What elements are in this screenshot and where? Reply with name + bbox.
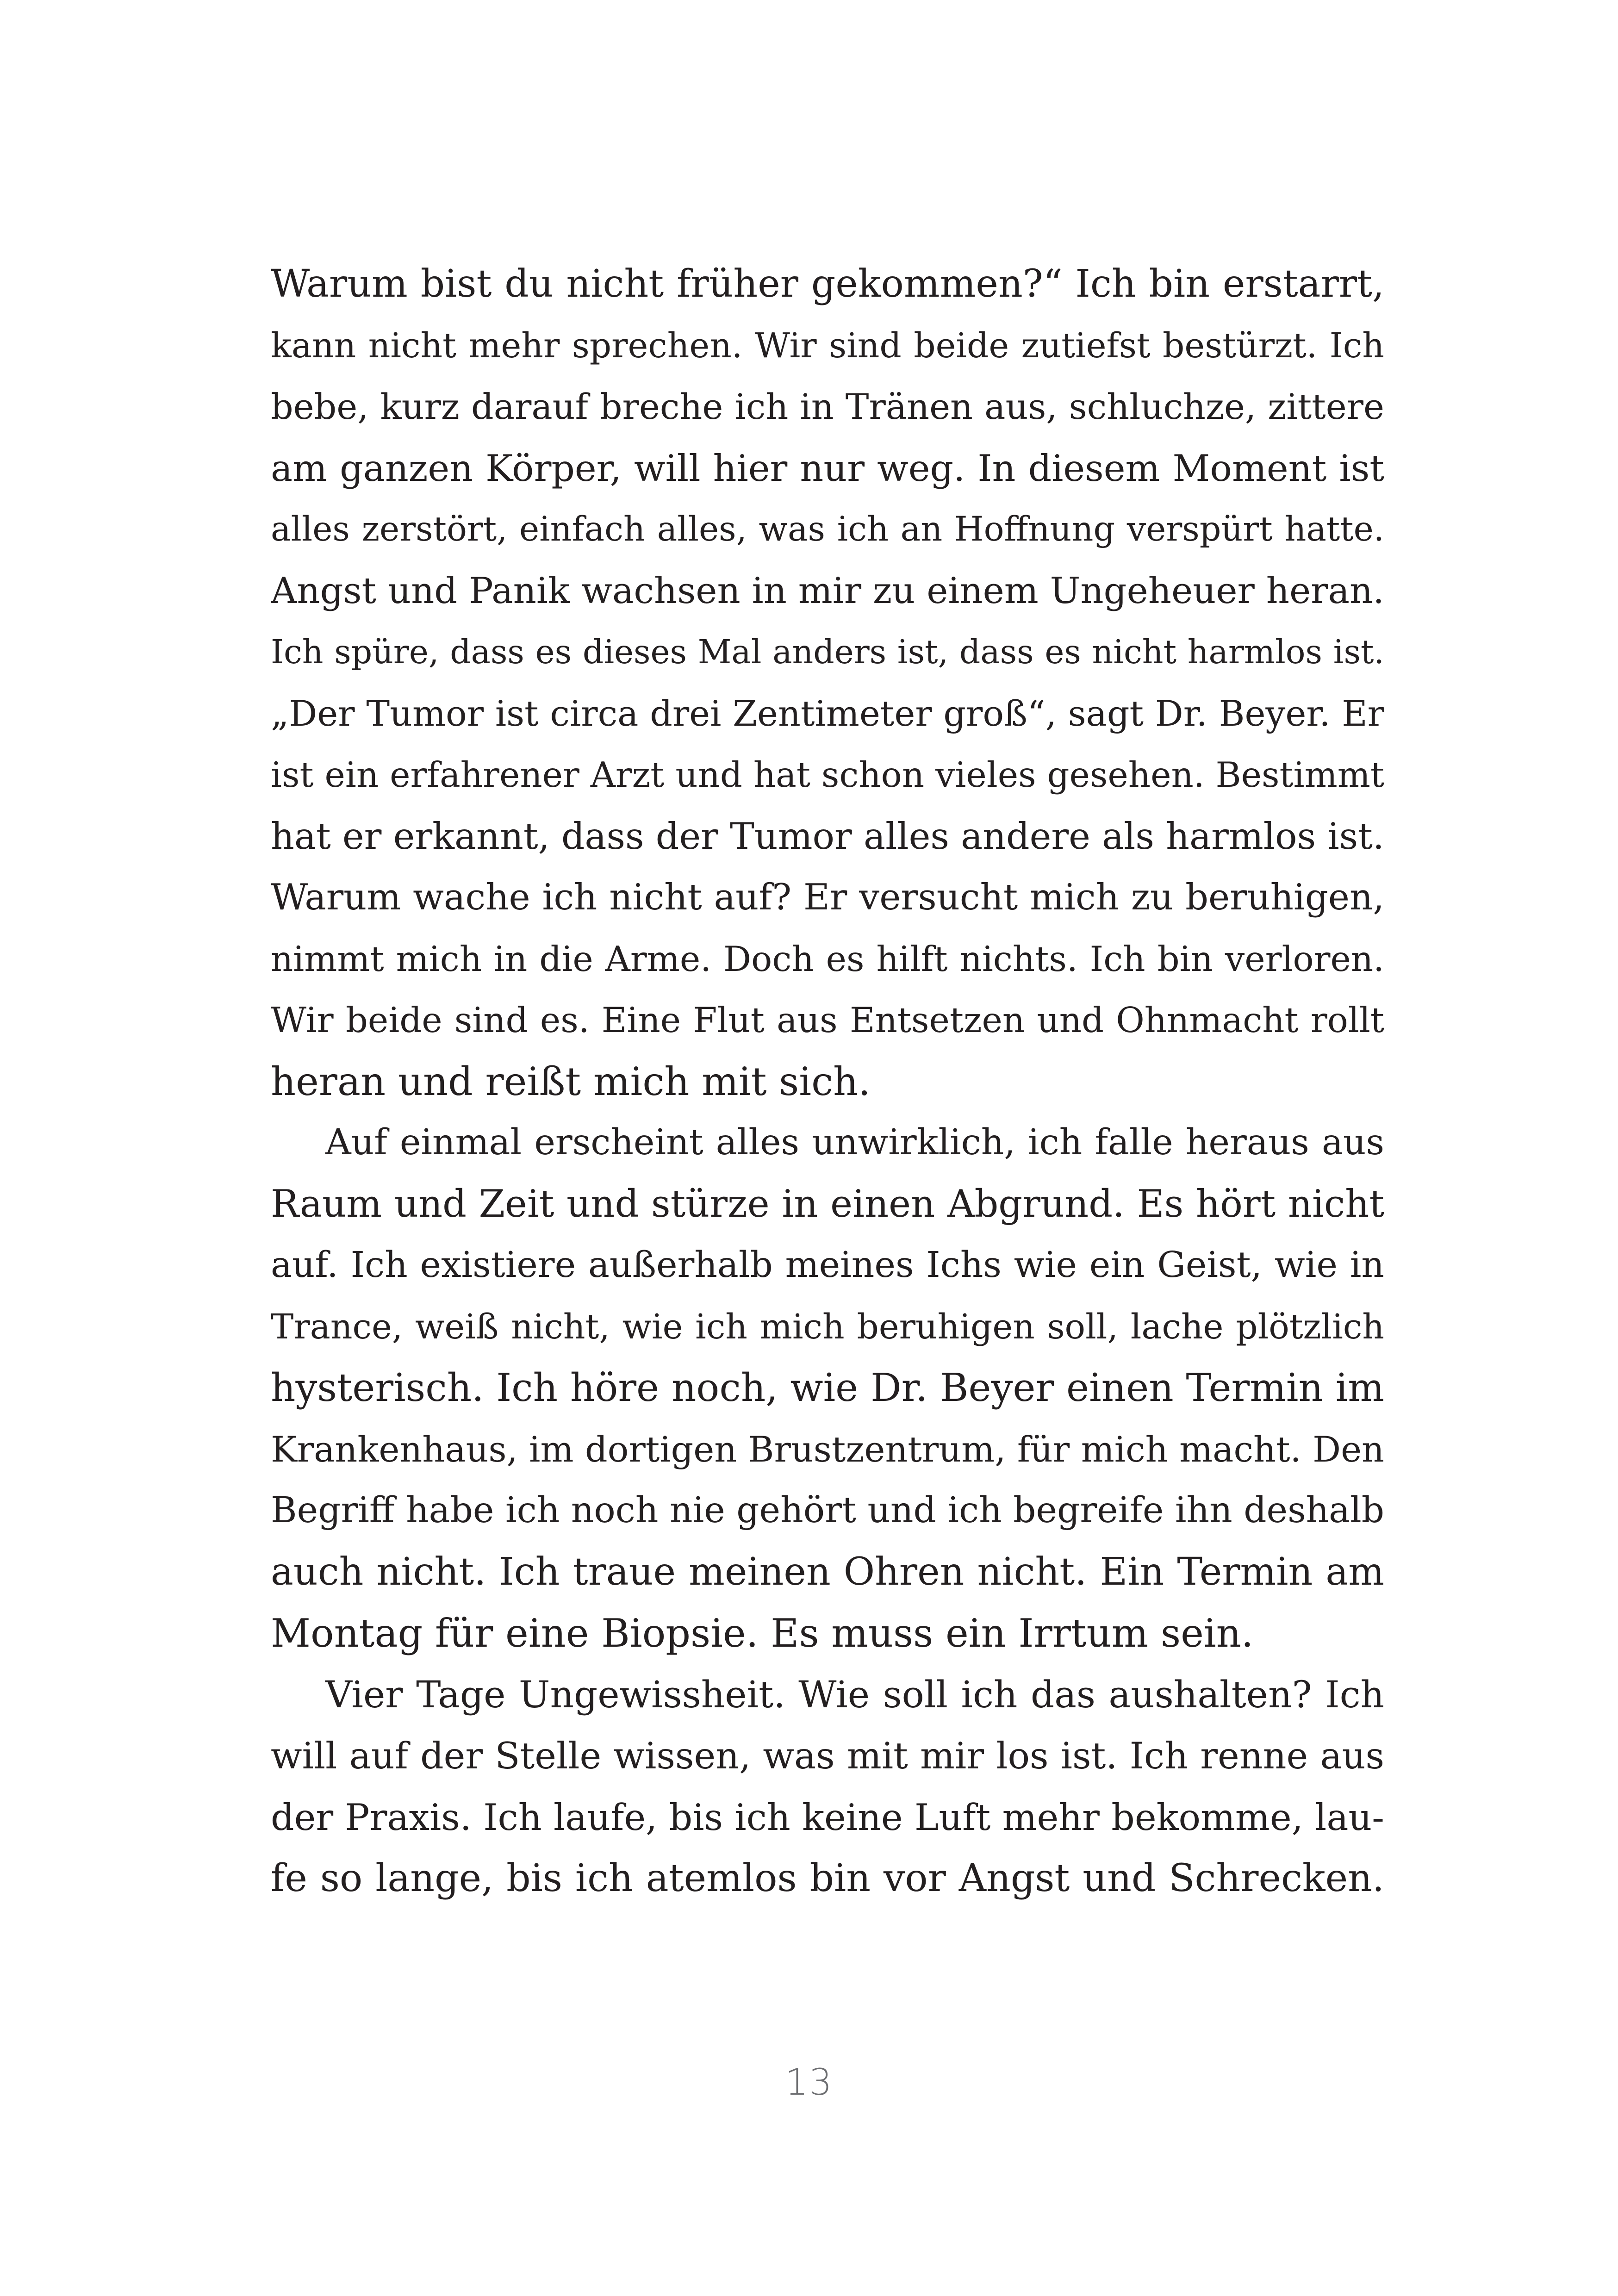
text-line: bebe, kurz darauf breche ich in Tränen aus, schluchze, zittere xyxy=(271,386,1384,427)
text-line: Vier Tage Ungewissheit. Wie soll ich das aushalten? Ich xyxy=(325,1673,1384,1716)
text-line: auf. Ich existiere außerhalb meines Ichs wie ein Geist, wie in xyxy=(271,1244,1384,1286)
text-line: der Praxis. Ich laufe, bis ich keine Luft mehr bekomme, lau- xyxy=(271,1796,1384,1839)
text-line: Warum wache ich nicht auf? Er versucht mich zu beruhigen, xyxy=(271,877,1384,918)
text-line: am ganzen Körper, will hier nur weg. In diesem Moment ist xyxy=(271,447,1384,490)
text-line: Wir beide sind es. Eine Flut aus Entsetzen und Ohnmacht rollt xyxy=(271,1000,1384,1040)
text-line: kann nicht mehr sprechen. Wir sind beide zutiefst bestürzt. Ich xyxy=(271,325,1384,366)
text-line: Angst und Panik wachsen in mir zu einem Ungeheuer heran. xyxy=(271,570,1384,612)
text-line: „Der Tumor ist circa drei Zentimeter groß“, sagt Dr. Beyer. Er xyxy=(271,692,1384,734)
text-line: auch nicht. Ich traue meinen Ohren nicht. Ein Termin am xyxy=(271,1549,1384,1594)
text-line: Montag für eine Biopsie. Es muss ein Irrtum sein. xyxy=(271,1611,1254,1656)
text-line: Auf einmal erscheint alles unwirklich, ich falle heraus aus xyxy=(325,1122,1384,1163)
body-text xyxy=(271,254,1384,1910)
text-line: ist ein erfahrener Arzt und hat schon vieles gesehen. Bestimmt xyxy=(271,754,1384,795)
text-line: heran und reißt mich mit sich. xyxy=(271,1058,871,1104)
text-line: alles zerstört, einfach alles, was ich an Hoffnung verspürt hatte. xyxy=(271,510,1384,549)
text-line: will auf der Stelle wissen, was mit mir los ist. Ich renne aus xyxy=(271,1735,1384,1777)
text-line: Begriff habe ich noch nie gehört und ich begreife ihn deshalb xyxy=(271,1490,1384,1531)
text-line: hysterisch. Ich höre noch, wie Dr. Beyer einen Termin im xyxy=(271,1365,1384,1410)
text-line: Ich spüre, dass es dieses Mal anders ist, dass es nicht harmlos ist. xyxy=(271,633,1384,671)
text-line: nimmt mich in die Arme. Doch es hilft nichts. Ich bin verloren. xyxy=(271,938,1384,979)
text-line: Krankenhaus, im dortigen Brustzentrum, für mich macht. Den xyxy=(271,1428,1384,1470)
text-line: Raum und Zeit und stürze in einen Abgrund. Es hört nicht xyxy=(271,1182,1384,1226)
text-line: Trance, weiß nicht, wie ich mich beruhigen soll, lache plötzlich xyxy=(271,1307,1384,1347)
text-line: fe so lange, bis ich atemlos bin vor Angst und Schrecken. xyxy=(271,1856,1384,1900)
text-line: hat er erkannt, dass der Tumor alles andere als harmlos ist. xyxy=(271,815,1384,858)
text-line: Warum bist du nicht früher gekommen?“ Ich bin erstarrt, xyxy=(271,262,1384,306)
page-number: 13 xyxy=(785,2062,833,2103)
